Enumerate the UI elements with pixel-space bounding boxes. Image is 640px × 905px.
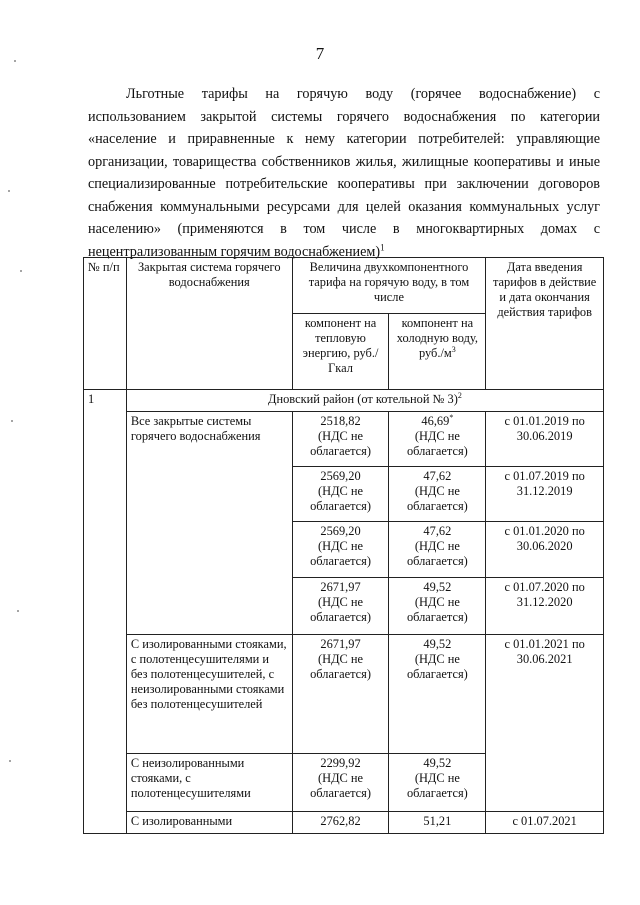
row-date: с 01.01.2021 по 30.06.2021 [486, 635, 604, 812]
row-cold [389, 754, 486, 812]
heat-note: (НДС не облагается) [310, 539, 371, 568]
row-cold [389, 635, 486, 754]
cold-value: 49,52 [423, 637, 452, 651]
cold-note: (НДС не облагается) [406, 429, 468, 458]
row-system: С неизолированными стояками, с полотенцесушителями [126, 754, 292, 812]
heat-note: (НДС не облагается) [310, 771, 371, 800]
row-cold [389, 412, 486, 467]
cold-value: 49,52 [423, 580, 452, 594]
table-row [84, 635, 604, 754]
heat-value: 2569,20 [320, 469, 361, 483]
row-date: с 01.01.2019 по 30.06.2019 [486, 412, 604, 467]
row-system: С изолированными [126, 812, 292, 834]
row-cold [389, 578, 486, 635]
row-cold [389, 467, 486, 522]
cold-value: 47,62 [423, 524, 452, 538]
header-dates: Дата введения тарифов в действие и дата окончания действия тарифов [486, 258, 604, 390]
row-heat [292, 522, 389, 578]
table-row [84, 812, 604, 834]
section-title-sup: 2 [457, 390, 462, 400]
row-heat [292, 754, 389, 812]
header-system: Закрытая система горячего водоснабжения [126, 258, 292, 390]
header-cold-text: компонент на холодную воду, руб./м [396, 316, 478, 360]
cold-note: (НДС не облагается) [406, 539, 468, 568]
heat-note: (НДС не облагается) [310, 484, 371, 513]
cold-note: (НДС не облагается) [406, 595, 468, 624]
row-heat: 2762,82 [292, 812, 389, 834]
row-system: Все закрытые системы горячего водоснабжения [126, 412, 292, 635]
heat-value: 2671,97 [320, 580, 361, 594]
intro-footnote-mark: 1 [380, 241, 385, 252]
heat-value: 2569,20 [320, 524, 361, 538]
cold-note: (НДС не облагается) [406, 652, 468, 681]
row-date: с 01.07.2020 по 31.12.2020 [486, 578, 604, 635]
tariff-table [83, 257, 604, 834]
cold-note: (НДС не облагается) [406, 484, 468, 513]
heat-value: 2518,82 [320, 414, 361, 428]
header-cold-sup: 3 [451, 344, 456, 354]
row-cold [389, 522, 486, 578]
row-heat [292, 412, 389, 467]
cold-value [393, 414, 481, 429]
header-cold-component [389, 314, 486, 390]
cold-sup: * [449, 412, 454, 422]
heat-note: (НДС не облагается) [310, 652, 371, 681]
heat-note: (НДС не облагается) [310, 595, 371, 624]
row-heat [292, 467, 389, 522]
intro-paragraph [88, 83, 600, 263]
row-cold: 51,21 [389, 812, 486, 834]
section-title-text: Дновский район (от котельной № 3) [268, 392, 458, 406]
page-number: 7 [315, 44, 325, 63]
section-num: 1 [84, 390, 127, 834]
cold-value: 47,62 [423, 469, 452, 483]
heat-note: (НДС не облагается) [310, 429, 371, 458]
header-heat-component: компонент на тепловую энергию, руб./Гкал [292, 314, 389, 390]
intro-text: Льготные тарифы на горячую воду (горячее водоснабжение) с использованием закрытой системы горячего водоснабжения по категории «население и приравненные к нему категории потребителей: управляющие организации, товарищества собственников жилья, жилищные кооперативы и иные специализированные потребительские кооперативы при заключении договоров снабжения коммунальными ресурсами для целей оказания коммунальных услуг населению» (применяются в том числе в многоквартирных домах с нецентрализованным горячим водоснабжением) [88, 86, 600, 260]
row-date: с 01.07.2019 по 31.12.2019 [486, 467, 604, 522]
row-heat [292, 635, 389, 754]
section-title [126, 390, 603, 412]
cold-note: (НДС не облагается) [406, 771, 468, 800]
table-row [84, 412, 604, 467]
row-date: с 01.01.2020 по 30.06.2020 [486, 522, 604, 578]
row-date: с 01.07.2021 [486, 812, 604, 834]
row-heat [292, 578, 389, 635]
header-value: Величина двухкомпонентного тарифа на горячую воду, в том числе [292, 258, 486, 314]
row-system: С изолированными стояками, с полотенцесушителями и без полотенцесушителей, с неизолированными стояками без полотенцесушителей [126, 635, 292, 754]
cold-number: 46,69 [421, 414, 450, 428]
header-num: № п/п [84, 258, 127, 390]
heat-value: 2299,92 [320, 756, 361, 770]
heat-value: 2671,97 [320, 637, 361, 651]
cold-value: 49,52 [423, 756, 452, 770]
